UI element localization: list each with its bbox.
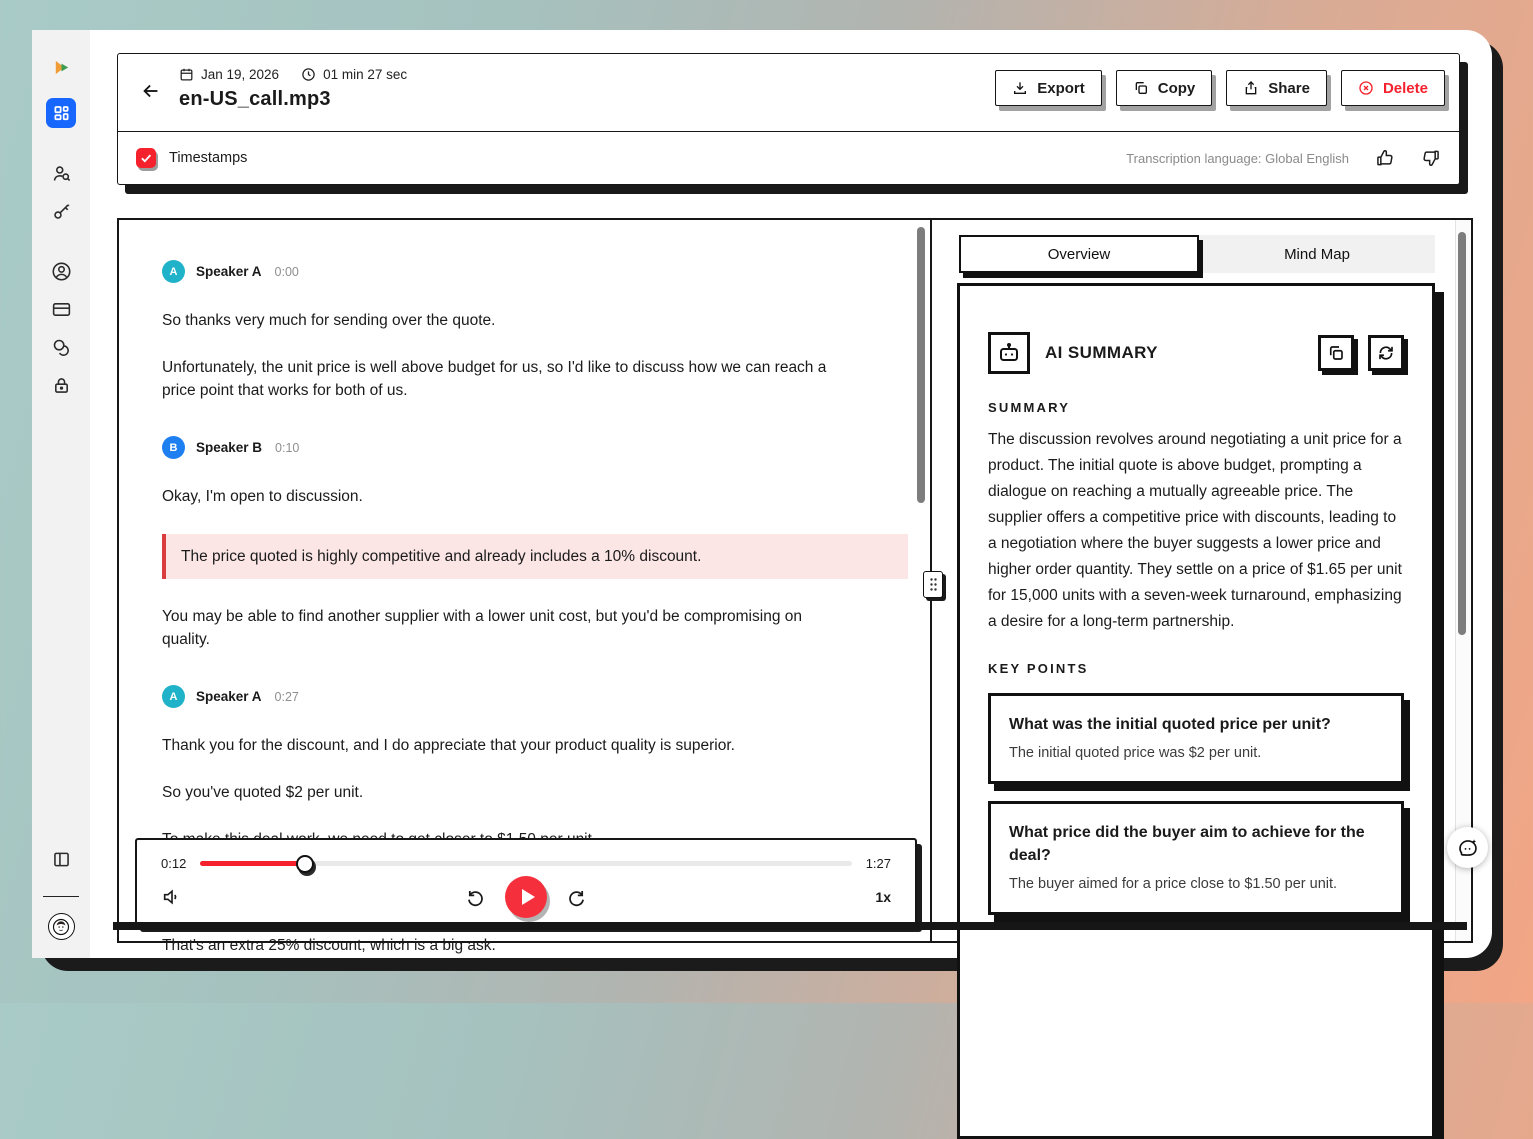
tab-overview[interactable]: Overview <box>959 235 1199 273</box>
sidebar-item-api-key[interactable] <box>46 196 76 226</box>
summary-label: SUMMARY <box>988 400 1071 415</box>
speaker-avatar: A <box>162 260 185 283</box>
panel-tabs <box>959 235 1435 273</box>
speaker-timestamp[interactable]: 0:27 <box>274 689 299 704</box>
transcription-language-label: Transcription language: Global English <box>1126 150 1349 166</box>
current-time: 0:12 <box>161 856 187 871</box>
calendar-icon <box>179 67 194 82</box>
panel-resize-handle[interactable] <box>923 571 943 598</box>
ai-chat-float-button[interactable] <box>1447 827 1488 868</box>
transcript-paragraph[interactable]: Thank you for the discount, and I do appreciate that your product quality is superior. <box>162 737 735 754</box>
key-points-label: KEY POINTS <box>988 661 1089 676</box>
file-header-card <box>117 53 1460 185</box>
key-point-card <box>988 693 1404 784</box>
delete-button[interactable]: Delete <box>1341 70 1445 106</box>
transcript-entry-header <box>162 260 850 283</box>
thumbs-down-button[interactable] <box>1421 148 1441 168</box>
total-time: 1:27 <box>865 856 891 871</box>
transcript-paragraph[interactable]: Okay, I'm open to discussion. <box>162 488 363 505</box>
speaker-avatar: B <box>162 436 185 459</box>
copy-button[interactable]: Copy <box>1116 70 1213 106</box>
audio-player <box>135 838 917 926</box>
seek-slider-handle[interactable] <box>296 855 314 873</box>
clock-icon <box>301 67 316 82</box>
speaker-avatar: A <box>162 685 185 708</box>
timestamps-label: Timestamps <box>169 150 248 166</box>
ai-summary-card <box>957 283 1435 1139</box>
transcript-paragraph-highlighted[interactable]: The price quoted is highly competitive and already includes a 10% discount. <box>162 534 908 579</box>
copy-summary-button[interactable] <box>1318 335 1354 371</box>
sidebar-item-billing[interactable] <box>46 294 76 324</box>
sidebar-divider <box>43 896 79 897</box>
speaker-timestamp[interactable]: 0:10 <box>275 440 300 455</box>
forward-icon[interactable] <box>566 887 587 908</box>
app-window <box>32 30 1492 958</box>
app-logo-icon <box>46 52 76 82</box>
tab-mind-map[interactable]: Mind Map <box>1284 245 1350 263</box>
transcript-paragraph[interactable]: That's an extra 25% discount, which is a big ask. <box>162 937 496 954</box>
seek-slider-fill <box>200 861 304 866</box>
sidebar-item-security[interactable] <box>46 370 76 400</box>
download-icon <box>1012 80 1028 96</box>
overview-region <box>932 220 1471 941</box>
back-button[interactable] <box>138 78 164 104</box>
sidebar-item-user-search[interactable] <box>46 158 76 188</box>
key-point-question: What was the initial quoted price per unit? <box>1009 716 1331 733</box>
sidebar <box>32 30 90 958</box>
regenerate-summary-button[interactable] <box>1368 335 1404 371</box>
ai-summary-title: AI SUMMARY <box>1045 343 1158 362</box>
volume-icon[interactable] <box>161 886 183 908</box>
file-duration: 01 min 27 sec <box>301 67 407 82</box>
robot-icon <box>988 332 1030 374</box>
summary-text: The discussion revolves around negotiating a unit price for a product. The initial quote is above budget, prompting a dialogue on reaching a mutually agreeable price. The supplier offers a competitive price with discounts, leading to a negotiation where the buyer suggests a lower price and higher order quantity. They settle on a price of $1.65 per unit for 15,000 units with a seven-week turnaround, emphasizing a desire for a long-term partnership. <box>988 431 1402 630</box>
copy-icon <box>1133 80 1149 96</box>
panel-bottom-strip <box>113 922 1467 930</box>
refresh-icon <box>1377 344 1395 362</box>
sidebar-toggle-icon[interactable] <box>46 844 76 874</box>
content-panel <box>117 218 1473 954</box>
overview-scrollbar[interactable] <box>1458 232 1466 635</box>
seek-slider[interactable] <box>200 861 851 866</box>
key-point-answer: The initial quoted price was $2 per unit. <box>1009 745 1262 761</box>
transcript-paragraph[interactable]: You may be able to find another supplier with a lower unit cost, but you'd be compromising on quality. <box>162 608 802 648</box>
speaker-name: Speaker A <box>196 264 262 279</box>
transcript-region <box>119 220 930 954</box>
key-point-card <box>988 801 1404 915</box>
transcript-paragraph[interactable]: Unfortunately, the unit price is well above budget for us, so I'd like to discuss how we can reach a price point that works for both of us. <box>162 359 827 399</box>
export-button[interactable]: Export <box>995 70 1102 106</box>
playback-speed-button[interactable]: 1x <box>875 889 891 905</box>
copy-icon <box>1327 344 1345 362</box>
key-point-answer: The buyer aimed for a price close to $1.50 per unit. <box>1009 876 1338 892</box>
share-icon <box>1243 80 1259 96</box>
transcript-scrollbar[interactable] <box>917 227 925 503</box>
timestamps-checkbox[interactable] <box>136 148 156 168</box>
speaker-timestamp[interactable]: 0:00 <box>274 264 299 279</box>
check-icon <box>139 151 153 165</box>
play-icon <box>522 889 535 905</box>
play-button[interactable] <box>505 876 547 918</box>
chat-bot-icon <box>1457 837 1479 859</box>
share-button[interactable]: Share <box>1226 70 1327 106</box>
transcript-paragraph[interactable]: So you've quoted $2 per unit. <box>162 784 364 801</box>
thumbs-up-button[interactable] <box>1375 148 1395 168</box>
sidebar-item-credits[interactable] <box>46 332 76 362</box>
transcript-entry-header <box>162 685 850 708</box>
transcript-entry-header <box>162 436 850 459</box>
rewind-icon[interactable] <box>465 887 486 908</box>
delete-icon <box>1358 80 1374 96</box>
sidebar-item-account[interactable] <box>46 256 76 286</box>
speaker-name: Speaker B <box>196 440 263 455</box>
sidebar-item-dashboard[interactable] <box>46 98 76 128</box>
file-title: en-US_call.mp3 <box>179 88 331 110</box>
transcript-paragraph[interactable]: So thanks very much for sending over the quote. <box>162 312 496 329</box>
speaker-name: Speaker A <box>196 689 262 704</box>
file-date: Jan 19, 2026 <box>179 67 279 82</box>
user-avatar[interactable] <box>48 913 75 940</box>
key-point-question: What price did the buyer aim to achieve for the deal? <box>1009 824 1365 864</box>
